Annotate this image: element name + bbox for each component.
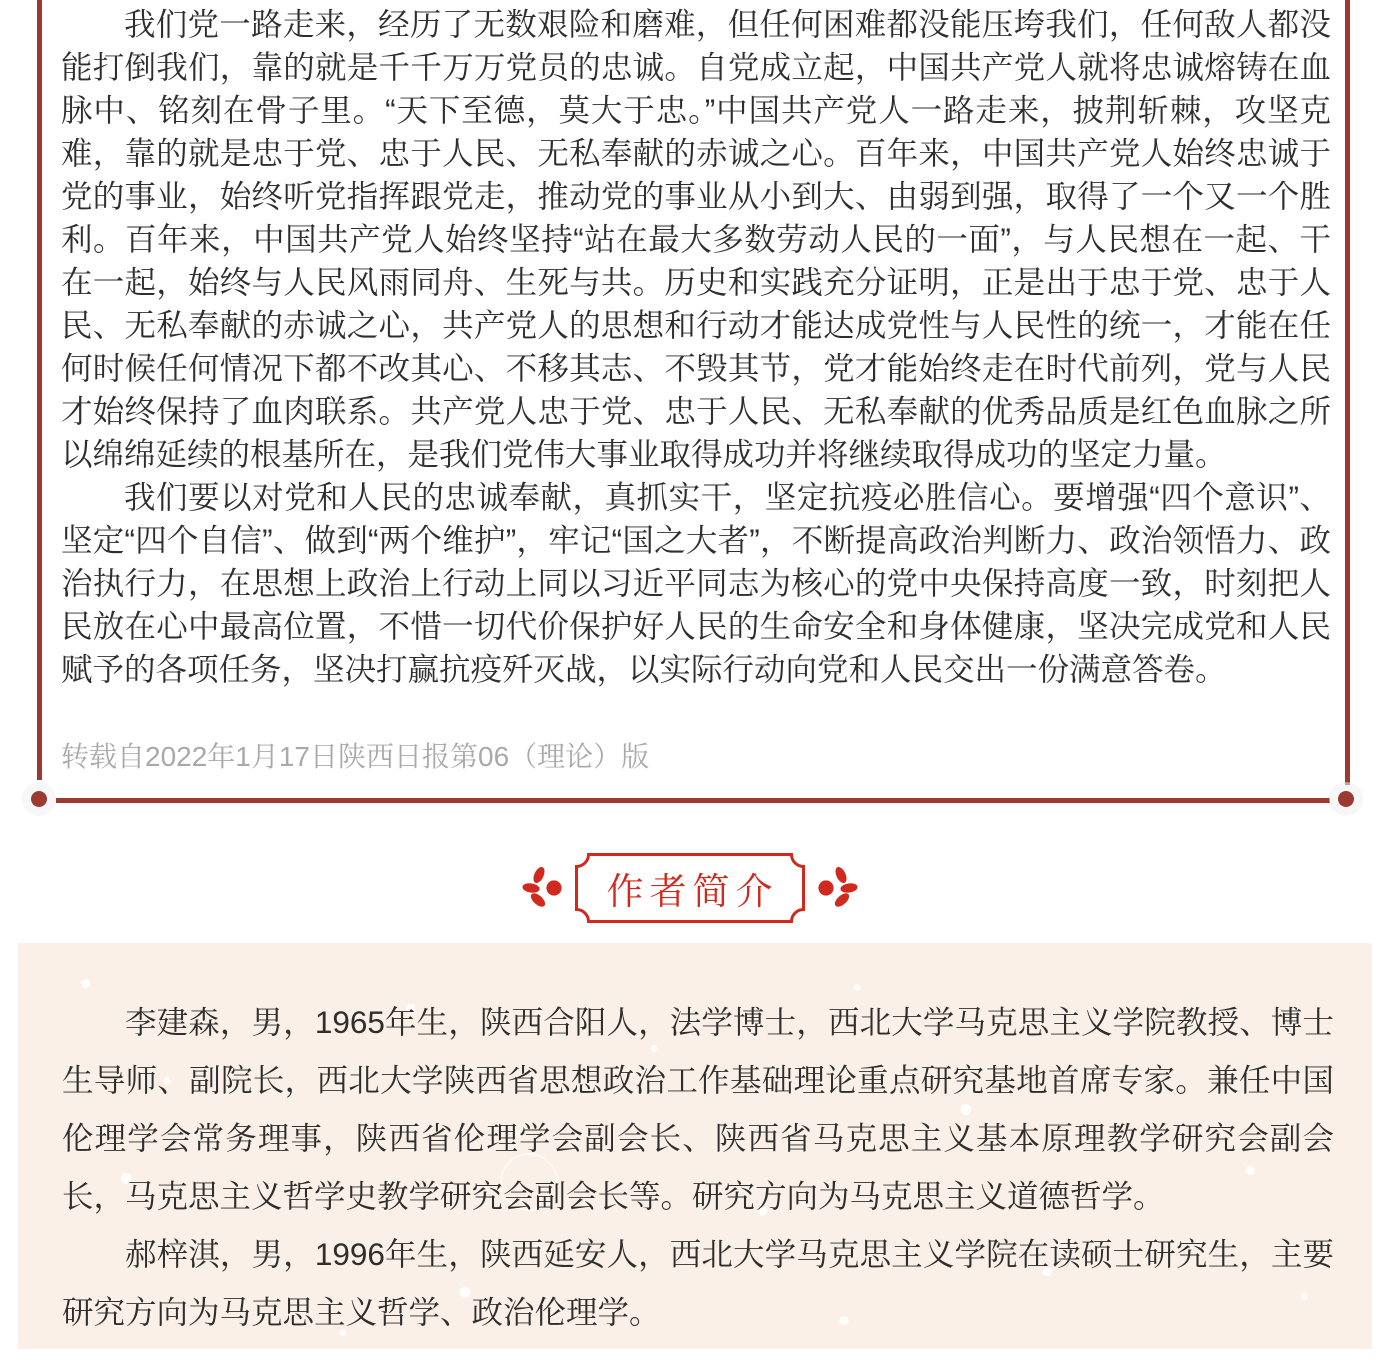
frame-bottom-line [56,798,1330,803]
section-divider [0,853,1379,923]
frame-left-line [37,0,42,780]
author-intro-badge [575,853,805,923]
article-body [61,3,1331,691]
author-bio-panel [18,943,1372,1349]
source-citation: 转载自2022年1月17日陕西日报第06（理论）版 [61,741,650,772]
floral-burst-icon [521,866,565,910]
article-paragraph-2: 我们要以对党和人民的忠诚奉献，真抓实干，坚定抗疫必胜信心。要增强“四个意识”、坚定“四个自信”、做到“两个维护”，牢记“国之大者”，不断提高政治判断力、政治领悟力、政治执行力，在思想上政治上行动上同以习近平同志为核心的党中央保持高度一致，时刻把人民放在心中最高位置，不惜一切代价保护好人民的生命安全和身体健康，坚决完成党和人民赋予的各项任务，坚决打赢抗疫歼灭战，以实际行动向党和人民交出一份满意答卷。 [61,479,1331,687]
frame-corner-dot-left [31,791,47,807]
article-paragraph-1: 我们党一路走来，经历了无数艰险和磨难，但任何困难都没能压垮我们，任何敌人都没能打倒我们，靠的就是千千万万党员的忠诚。自党成立起，中国共产党人就将忠诚熔铸在血脉中、铭刻在骨子里。“天下至德，莫大于忠。”中国共产党人一路走来，披荆斩棘，攻坚克难，靠的就是忠于党、忠于人民、无私奉献的赤诚之心。百年来，中国共产党人始终忠诚于党的事业，始终听党指挥跟党走，推动党的事业从小到大、由弱到强，取得了一个又一个胜利。百年来，中国共产党人始终坚持“站在最大多数劳动人民的一面”，与人民想在一起、干在一起，始终与人民风雨同舟、生死与共。历史和实践充分证明，正是出于忠于党、忠于人民、无私奉献的赤诚之心，共产党人的思想和行动才能达成党性与人民性的统一，才能在任何时候任何情况下都不改其心、不移其志、不毁其节，党才能始终走在时代前列，党与人民才始终保持了血肉联系。共产党人忠于党、忠于人民、无私奉献的优秀品质是红色血脉之所以绵绵延续的根基所在，是我们党伟大事业取得成功并将继续取得成功的坚定力量。 [61,6,1331,472]
author-bio-hao-ziqi: 郝梓淇，男，1996年生，陕西延安人，西北大学马克思主义学院在读硕士研究生，主要研究方向为马克思主义哲学、政治伦理学。 [62,1236,1334,1330]
floral-burst-icon [815,866,859,910]
frame-corner-dot-right [1338,791,1354,807]
author-intro-badge-label: 作者简介 [606,871,779,912]
author-bio-li-jiansen: 李建森，男，1965年生，陕西合阳人，法学博士，西北大学马克思主义学院教授、博士生导师、副院长，西北大学陕西省思想政治工作基础理论重点研究基地首席专家。兼任中国伦理学会常务理事，陕西省伦理学会副会长、陕西省马克思主义基本原理教学研究会副会长，马克思主义哲学史教学研究会副会长等。研究方向为马克思主义道德哲学。 [62,1004,1334,1214]
frame-right-line [1345,0,1350,785]
